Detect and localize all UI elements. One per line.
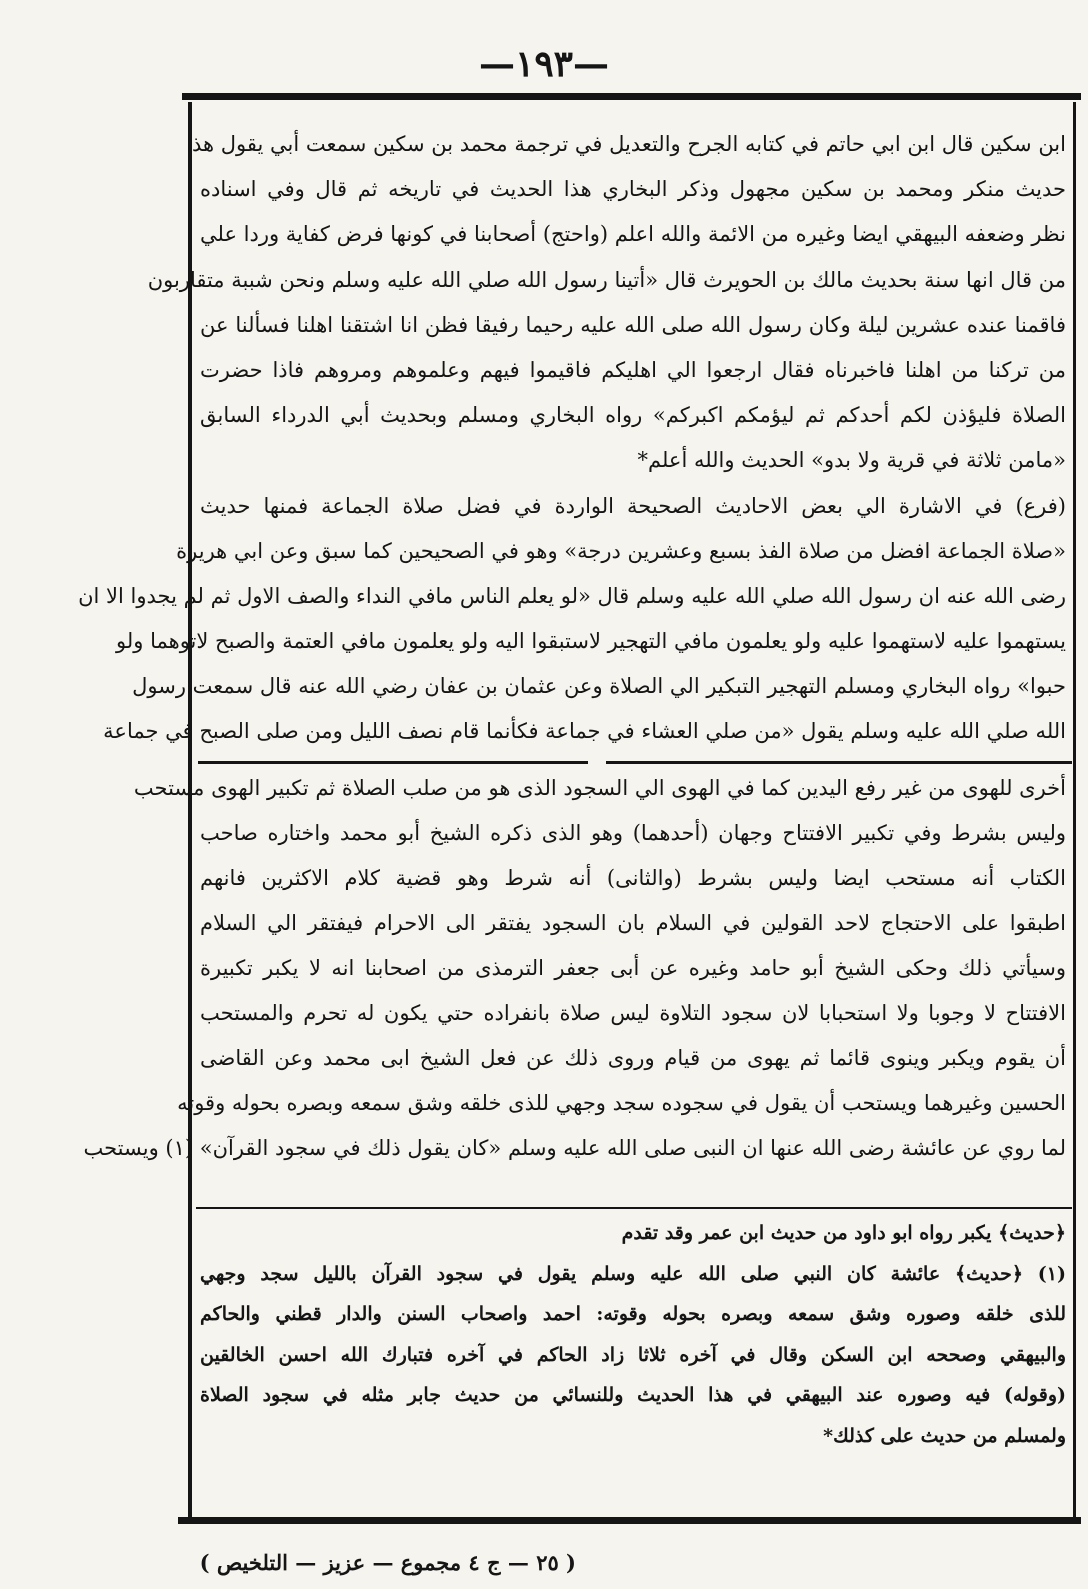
footnote-line: ﴿حديث﴾ يكبر رواه ابو داود من حديث ابن عمر وقد تقدم xyxy=(621,1222,1066,1244)
text-line: الافتتاح لا وجوبا ولا استحبابا لان سجود التلاوة ليس صلاة بانفراده حتي يكون له تحرم والمستحب xyxy=(200,1001,1066,1025)
footer-signature: ( ٢٥ — ج ٤ مجموع — عزيز — التلخيص ) xyxy=(199,1550,576,1575)
text-line: اطبقوا على الاحتجاج لاحد القولين في السلام بان السجود يفتقر الى الاحرام فيفتقر الي السلام xyxy=(200,911,1066,935)
text-line: الصلاة فليؤذن لكم أحدكم ثم ليؤمكم اكبركم» رواه البخاري ومسلم وبحديث أبي الدرداء السابق xyxy=(200,403,1066,428)
text-line: «صلاة الجماعة افضل من صلاة الفذ بسبع وعشرين درجة» وهو في الصحيحين كما سبق وعن ابي هريرة xyxy=(176,538,1066,563)
text-line: رضى الله عنه ان رسول الله صلي الله عليه وسلم قال «لو يعلم الناس مافي النداء والصف الاول ثم لم يجدوا الا ان xyxy=(78,583,1066,608)
page-number: —١٩٣— xyxy=(478,43,609,85)
text-line: يستهموا عليه لاستهموا عليه ولو يعلمون مافي التهجير لاستبقوا اليه ولو يعلمون مافي العتمة والصبح لاتوهما ولو xyxy=(116,629,1066,654)
text-line: لما روي عن عائشة رضى الله عنها ان النبى صلى الله عليه وسلم «كان يقول ذلك في سجود القرآن» (١) ويستحب xyxy=(83,1136,1066,1160)
text-line: «مامن ثلاثة في قرية ولا بدو» الحديث والله أعلم* xyxy=(637,448,1066,473)
text-line: من قال انها سنة بحديث مالك بن الحويرث قال «أتينا رسول الله صلي الله عليه وسلم ونحن شببة متقاربون xyxy=(147,267,1066,292)
text-line: حديث منكر ومحمد بن سكين مجهول وذكر البخاري هذا الحديث في تاريخه ثم قال وفي اسناده xyxy=(200,177,1066,202)
text-line: الحسين وغيرهما ويستحب أن يقول في سجوده سجد وجهي للذى خلقه وشق سمعه وبصره بحوله وقوته xyxy=(177,1091,1066,1115)
footnote-line: (١) ﴿حديث﴾ عائشة كان النبي صلى الله عليه وسلم يقول في سجود القرآن بالليل سجد وجهي xyxy=(200,1262,1066,1285)
text-line: وسيأتي ذلك وحكى الشيخ أبو حامد وغيره عن أبى جعفر الترمذى من اصحابنا انه لا يكبر تكبيرة xyxy=(200,956,1066,980)
text-line: أخرى للهوى من غير رفع اليدين كما في الهوى الي السجود الذى هو من صلب الصلاة ثم تكبير الهوى مستحب xyxy=(133,776,1066,800)
text-line: وليس بشرط وفي تكبير الافتتاح وجهان (أحدهما) وهو الذى ذكره الشيخ أبو محمد واختاره صاحب xyxy=(200,821,1066,845)
text-line: نظر وضعفه البيهقي ايضا وغيره من الائمة والله اعلم (واحتج) أصحابنا في كونها فرض كفاية وردا علي xyxy=(199,222,1066,247)
section-divider-left xyxy=(198,761,588,764)
middle-text-block xyxy=(83,766,1066,1171)
text-line: فاقمنا عنده عشرين ليلة وكان رسول الله صلى الله عليه رحيما رفيقا فظن انا اشتقنا اهلنا فسألنا عن xyxy=(200,312,1066,337)
text-line: الله صلي الله عليه وسلم يقول «من صلي العشاء في جماعة فكأنما قام نصف الليل ومن صلى الصبح في جماعة xyxy=(103,719,1066,744)
text-line: من تركنا من اهلنا فاخبرناه فقال ارجعوا الي اهليكم فاقيموا فيهم وعلموهم ومروهم فاذا حضرت xyxy=(200,357,1066,382)
main-text-block xyxy=(78,122,1066,755)
text-line: (فرع) في الاشارة الي بعض الاحاديث الصحيحة الواردة في فضل صلاة الجماعة فمنها حديث xyxy=(200,493,1066,518)
footnote-line: ولمسلم من حديث على كذلك* xyxy=(823,1424,1066,1447)
section-divider-right xyxy=(606,761,1072,764)
footnote-divider xyxy=(196,1207,1072,1209)
footnote-line: (وقوله) فيه وصوره عند البيهقي في هذا الحديث وللنسائي من حديث جابر مثله في سجود الصلاة xyxy=(200,1384,1066,1406)
text-line: أن يقوم ويكبر وينوى قائما ثم يهوى من قيام وروى ذلك عن فعل الشيخ ابى محمد وعن القاضى xyxy=(200,1046,1066,1070)
footnote-block xyxy=(200,1213,1066,1456)
text-line: ابن سكين قال ابن ابي حاتم في كتابه الجرح والتعديل في ترجمة محمد بن سكين سمعت أبي يقول هذا xyxy=(186,132,1066,156)
footnote-line: للذى خلقه وصوره وشق سمعه وبصره بحوله وقوته: احمد واصحاب السنن والدار قطني والحاكم xyxy=(200,1303,1066,1325)
bottom-rule xyxy=(178,1517,1081,1524)
top-rule xyxy=(182,93,1081,100)
footnote-line: والبيهقي وصححه ابن السكن وقال في آخره ثلاثا زاد الحاكم في آخره فتبارك الله احسن الخالقين xyxy=(200,1343,1066,1366)
text-line: حبوا» رواه البخاري ومسلم التهجير التبكير الي الصلاة وعن عثمان بن عفان رضي الله عنه قال سمعت رسول xyxy=(132,674,1066,699)
text-line: الكتاب أنه مستحب ايضا وليس بشرط (والثانى) أنه شرط وهو قضية كلام الاكثرين فانهم xyxy=(200,866,1066,890)
